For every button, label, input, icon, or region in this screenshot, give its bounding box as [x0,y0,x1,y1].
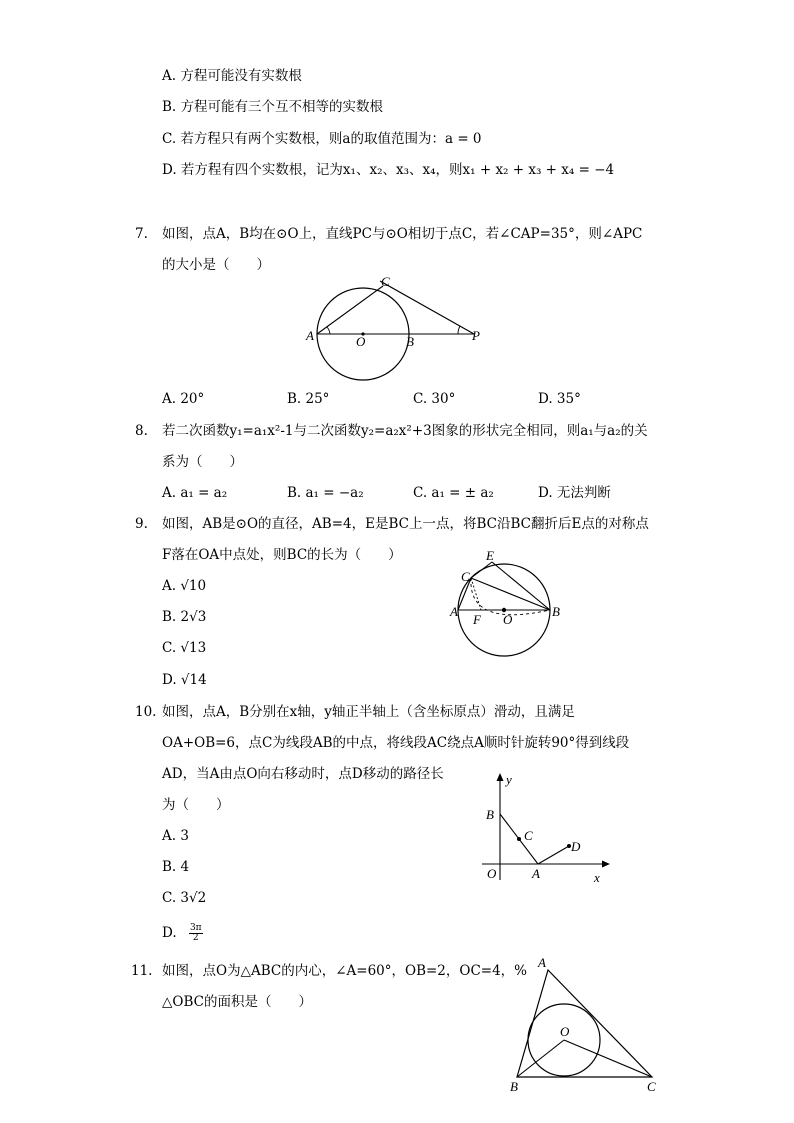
q9-label-O: O [503,612,513,627]
q10-option-b: B. 4 [162,859,190,875]
q6-option-b: B. 方程可能有三个互不相等的实数根 [162,99,384,115]
q9-label-C: C [461,569,470,584]
q7-figure [300,272,490,384]
q9-figure [446,548,568,660]
q9-option-d: D. √14 [162,672,207,688]
q9-option-a: A. √10 [162,578,207,594]
q10-segment-AD [538,846,569,864]
q7-label-B: B [406,334,414,349]
q10-option-d-denominator: 2 [192,933,199,943]
q8-stem-line2: 系为（ ） [162,454,243,470]
q11-segment-OB [517,1040,564,1077]
q8-number: 8. [135,423,148,439]
q10-option-d-fraction [189,924,203,943]
q8-option-d: D. 无法判断 [538,485,611,501]
q7-label-A: A [306,328,314,343]
q11-stem-line2: △OBC的面积是（ ） [162,994,312,1010]
q10-label-x: x [594,870,600,885]
q10-stem-line2: OA+OB=6，点C为线段AB的中点，将线段AC绕点A顺时针旋转90°得到线段 [162,735,630,751]
q6-option-c: C. 若方程只有两个实数根，则a的取值范围为：a = 0 [162,131,482,147]
q10-option-d [162,924,203,943]
q9-label-E: E [486,548,494,563]
q11-figure [500,950,670,1100]
q6-option-d: D. 若方程有四个实数根，记为x₁、x₂、x₃、x₄，则x₁ + x₂ + x₃ + x₄ = −4 [162,162,615,178]
q10-option-d-numerator: 3π [189,923,202,933]
q10-label-B: B [486,807,494,822]
q7-option-b: B. 25° [287,391,330,407]
q10-label-O: O [487,866,497,881]
q7-label-C: C [381,274,390,289]
q9-number: 9. [135,516,148,532]
q11-label-B: B [510,1079,518,1094]
q9-option-b: B. 2√3 [162,609,207,625]
q11-label-A: A [538,955,546,970]
q9-stem-line1: 如图，AB是⊙O的直径，AB=4，E是BC上一点，将BC沿BC翻折后E点的对称点 [162,516,649,532]
q10-stem-line1: 如图，点A，B分别在x轴，y轴正半轴上（含坐标原点）滑动，且满足 [162,704,575,720]
q10-label-C: C [524,828,533,843]
q10-number: 10. [135,704,157,720]
q8-option-c: C. a₁ = ± a₂ [413,485,494,501]
q7-stem-line1: 如图，点A，B均在⊙O上，直线PC与⊙O相切于点C，若∠CAP=35°，则∠APC [162,226,643,242]
q10-option-d-prefix: D. [162,925,177,941]
q10-stem-line3: AD，当A由点O向右移动时，点D移动的路径长 [162,766,444,782]
q10-label-y: y [506,772,512,787]
q10-label-D: D [571,839,581,854]
q9-label-F: F [473,612,481,627]
q9-label-B: B [552,604,560,619]
q10-option-c: C. 3√2 [162,890,207,906]
q10-stem-line4: 为（ ） [162,797,230,813]
q8-option-a: A. a₁ = a₂ [162,485,228,501]
q7-option-d: D. 35° [538,391,581,407]
q11-stem-line1: 如图，点O为△ABC的内心，∠A=60°，OB=2，OC=4，% [162,963,528,979]
q7-stem-line2: 的大小是（ ） [162,257,270,273]
q6-option-a: A. 方程可能没有实数根 [162,68,302,84]
q11-number: 11. [131,963,153,979]
q7-chord-AC [317,286,383,334]
q7-label-O: O [356,334,366,349]
q9-option-c: C. √13 [162,640,207,656]
q11-segment-OC [564,1040,652,1077]
q8-stem-line1: 若二次函数y₁=a₁x²-1与二次函数y₂=a₂x²+3图象的形状完全相同，则a₁与a₂的关 [162,423,648,439]
q8-option-b: B. a₁ = −a₂ [287,485,364,501]
q10-figure [476,768,616,888]
q9-stem-line2: F落在OA中点处，则BC的长为（ ） [162,547,402,563]
q11-label-C: C [647,1079,656,1094]
q10-label-A: A [532,866,540,881]
q7-option-a: A. 20° [162,391,205,407]
q11-label-O: O [560,1024,570,1039]
q7-label-P: P [472,328,480,343]
q10-option-a: A. 3 [162,828,189,844]
q9-label-A: A [450,604,458,619]
q7-number: 7. [135,226,148,242]
q7-option-c: C. 30° [413,391,456,407]
q9-chord-BC [471,578,550,610]
